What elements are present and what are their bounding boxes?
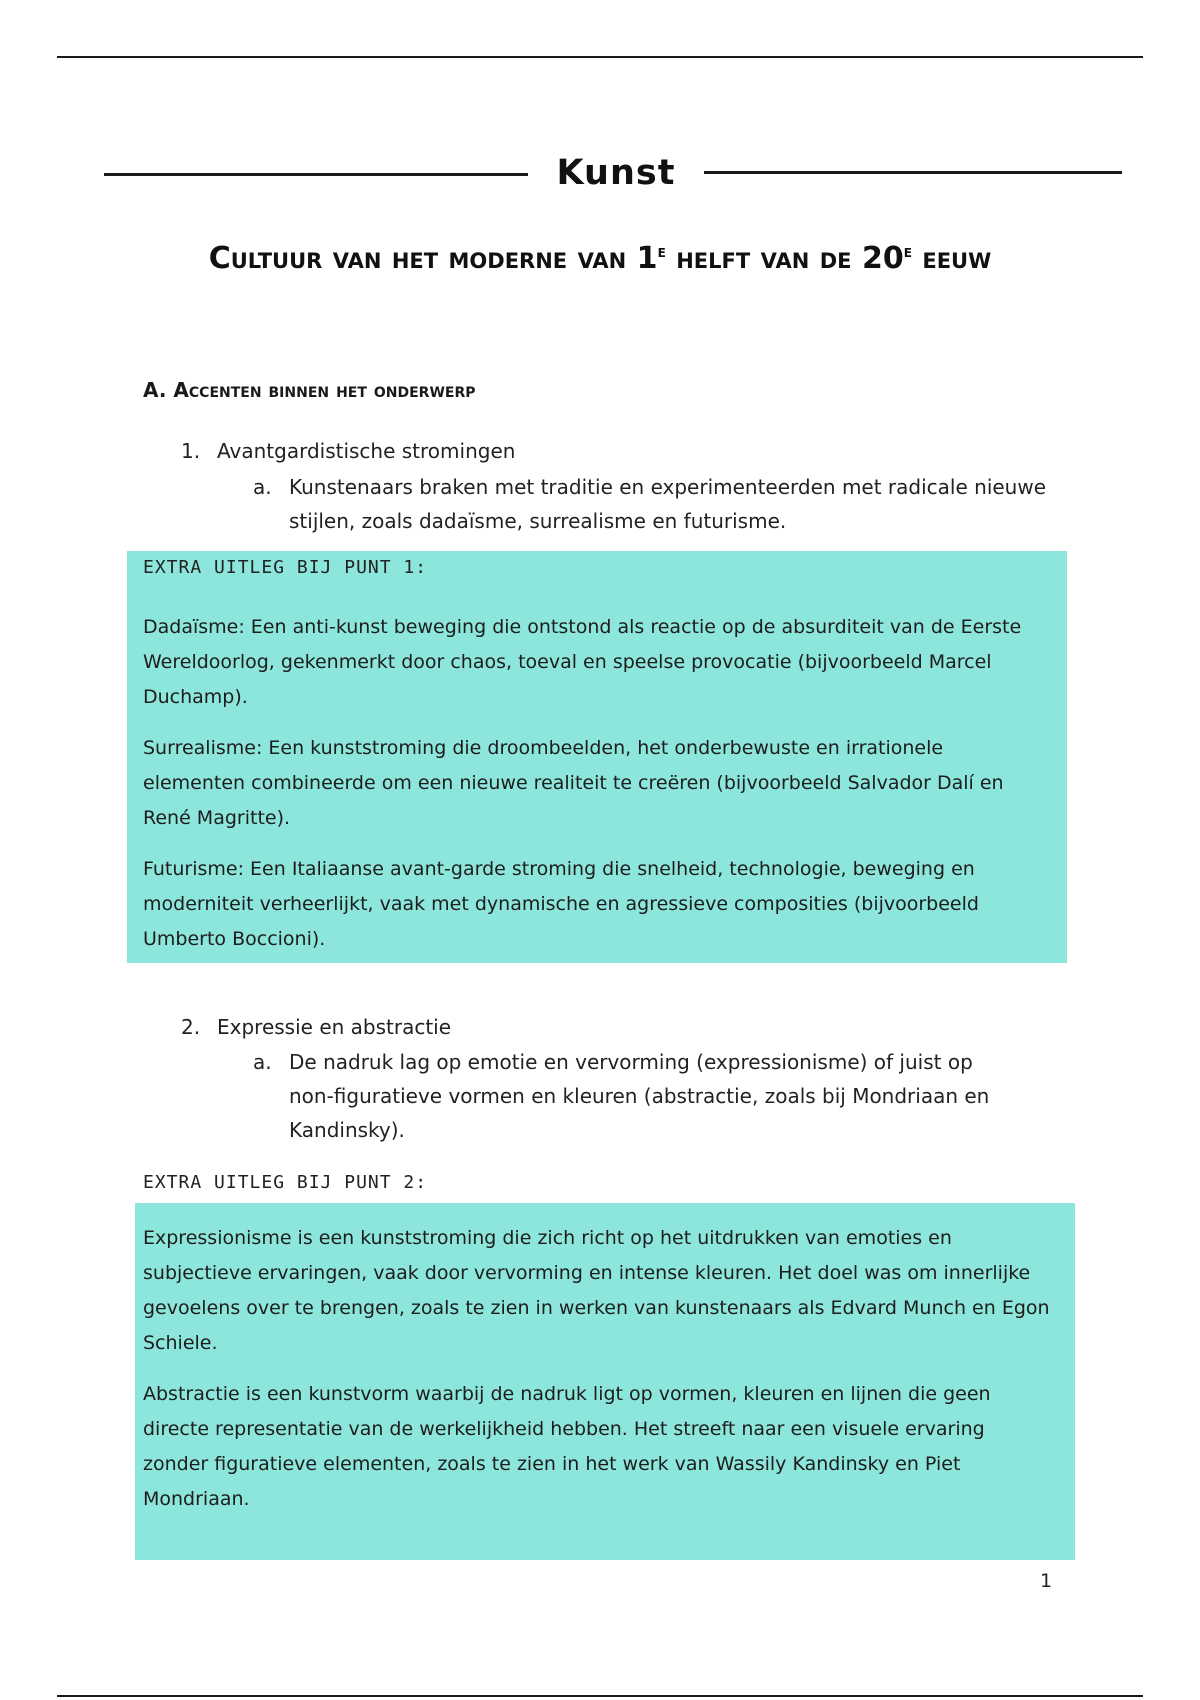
sub-item-text: De nadruk lag op emotie en vervorming (expressionisme) of juist op non-figuratieve vormen en kleuren (abstractie, zoals bij Mondriaan en Kandinsky). [289, 1050, 990, 1142]
page-number: 1 [1040, 1570, 1053, 1592]
list-number: 1. [181, 439, 201, 463]
list-item-2 [181, 1010, 981, 1044]
subtitle-part-2: helft van de 20 [665, 241, 904, 276]
sub-item-2a [253, 1045, 1053, 1150]
subtitle-superscript-1: e [657, 242, 666, 262]
extra-label-1: EXTRA UITLEG BIJ PUNT 1: [143, 557, 428, 578]
subtitle-superscript-2: e [903, 242, 912, 262]
sub-item-letter: a. [253, 475, 272, 499]
subtitle-part-1: Cultuur van het moderne van 1 [208, 241, 658, 276]
extra-label-2: EXTRA UITLEG BIJ PUNT 2: [143, 1172, 428, 1193]
extra-paragraph-surrealisme: Surrealisme: Een kunststroming die droombeelden, het onderbewuste en irrationele elementen combineerde om een nieuwe realiteit te creëren (bijvoorbeeld Salvador Dalí en René Magritte). [143, 737, 1004, 829]
title-rule-right [704, 171, 1122, 174]
sub-item-text: Kunstenaars braken met traditie en experimenteerden met radicale nieuwe stijlen, zoals dadaïsme, surrealisme en futurisme. [289, 475, 1047, 533]
title-row [104, 148, 1122, 198]
list-item-title: Avantgardistische stromingen [217, 439, 516, 463]
extra-paragraph-expressionisme: Expressionisme is een kunststroming die zich richt op het uitdrukken van emoties en subjectieve ervaringen, vaak door vervorming en intense kleuren. Het doel was om innerlijke gevoelens over te brengen, zoals te zien in werken van kunstenaars als Edvard Munch en Egon Schiele. [143, 1227, 1050, 1354]
extra-paragraph-dadaisme: Dadaïsme: Een anti-kunst beweging die ontstond als reactie op de absurditeit van de Eerste Wereldoorlog, gekenmerkt door chaos, toeval en speelse provocatie (bijvoorbeeld Marcel Duchamp). [143, 616, 1022, 708]
extra-box-1 [127, 551, 1067, 963]
page-subtitle [100, 227, 1100, 284]
section-heading: A. Accenten binnen het onderwerp [143, 378, 476, 402]
list-item-1 [181, 434, 981, 468]
title-rule-left [104, 173, 528, 176]
extra-paragraph-abstractie: Abstractie is een kunstvorm waarbij de nadruk ligt op vormen, kleuren en lijnen die geen directe representatie van de werkelijkheid hebben. Het streeft naar een visuele ervaring zonder figuratieve elementen, zoals te zien in het werk van Wassily Kandinsky en Piet Mondriaan. [143, 1383, 991, 1510]
subtitle-part-3: eeuw [911, 241, 992, 276]
sub-item-1a [253, 470, 1053, 540]
top-rule [57, 56, 1143, 58]
page-title: Kunst [556, 153, 676, 193]
bottom-rule [57, 1695, 1143, 1697]
extra-paragraph-futurisme: Futurisme: Een Italiaanse avant-garde stroming die snelheid, technologie, beweging en moderniteit verheerlijkt, vaak met dynamische en agressieve composities (bijvoorbeeld Umberto Boccioni). [143, 858, 979, 950]
extra-box-2 [135, 1203, 1075, 1560]
list-number: 2. [181, 1015, 201, 1039]
list-item-title: Expressie en abstractie [217, 1015, 452, 1039]
sub-item-letter: a. [253, 1050, 272, 1074]
